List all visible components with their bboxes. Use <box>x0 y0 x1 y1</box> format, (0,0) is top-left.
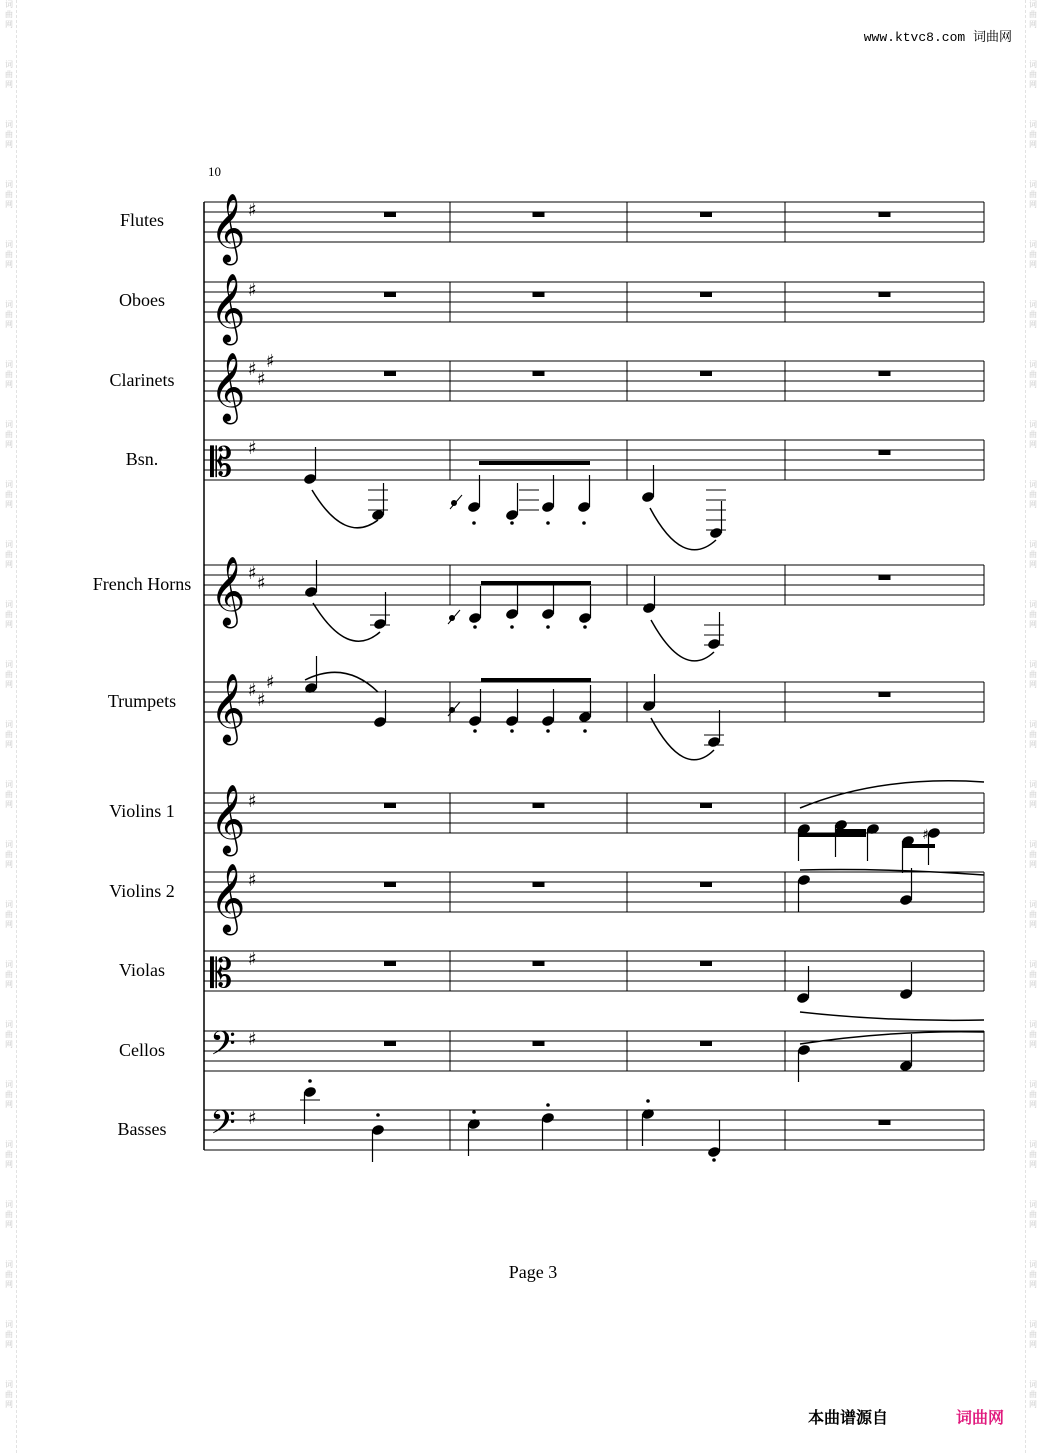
sharp-icon: ♯ <box>248 280 257 301</box>
sharp-icon: ♯ <box>257 690 266 711</box>
sharp-icon: ♯ <box>248 438 257 459</box>
whole-rest <box>700 1041 712 1046</box>
slur <box>800 781 984 808</box>
bass-clef-icon: 𝄢 <box>210 1104 236 1150</box>
measure-number: 10 <box>208 164 221 179</box>
instrument-label-french-horns: French Horns <box>92 574 192 594</box>
sharp-icon: ♯ <box>248 949 257 970</box>
grace-note-head <box>449 707 455 713</box>
instrument-label-basses: Basses <box>117 1119 167 1139</box>
grace-note-head <box>451 500 457 506</box>
right-watermark-strip: 词 曲 网 词 曲 网 词 曲 网 词 曲 网 词 曲 网 词 曲 网 词 曲 网 词 曲 网 词 曲 网 词 曲 网 词 曲 网 词 曲 网 词 曲 网 词 曲 网 词 曲 网 词 曲 网 词 曲 网 词 曲 网 词 曲 网 词 曲 网 词 曲 网 词 曲 网 词 曲 网 词 曲 网 <box>1025 0 1040 1453</box>
staccato-dot <box>546 521 550 525</box>
beam <box>902 844 935 848</box>
whole-rest <box>384 961 396 966</box>
slur <box>313 603 380 641</box>
slur <box>312 490 378 528</box>
sharp-icon: ♯ <box>248 1108 257 1129</box>
whole-rest <box>879 1120 891 1125</box>
staccato-dot <box>646 1099 650 1103</box>
staccato-dot <box>546 625 550 629</box>
whole-rest <box>700 882 712 887</box>
sharp-icon: ♯ <box>248 680 257 701</box>
footer-brand[interactable]: 词曲网 <box>956 1408 1005 1427</box>
sharp-icon: ♯ <box>266 351 275 372</box>
sharp-icon: ♯ <box>248 563 257 584</box>
whole-rest <box>700 212 712 217</box>
whole-rest <box>700 803 712 808</box>
slur <box>651 620 714 661</box>
whole-rest <box>700 371 712 376</box>
alto-clef-icon: 𝄡 <box>210 951 233 997</box>
beam <box>798 833 866 837</box>
staccato-dot <box>473 625 477 629</box>
whole-rest <box>533 803 545 808</box>
whole-rest <box>879 212 891 217</box>
instrument-label-oboes: Oboes <box>119 290 165 310</box>
instrument-label-bassoon: Bsn. <box>125 449 159 469</box>
whole-rest <box>533 882 545 887</box>
beam <box>836 829 866 833</box>
whole-rest <box>533 371 545 376</box>
sharp-icon: ♯ <box>266 672 275 693</box>
instrument-label-cellos: Cellos <box>118 1040 165 1060</box>
treble-clef-icon: 𝄞 <box>210 673 246 743</box>
sharp-icon: ♯ <box>257 369 266 390</box>
staccato-dot <box>472 1110 476 1114</box>
staccato-dot <box>546 729 550 733</box>
staccato-dot <box>510 521 514 525</box>
staccato-dot <box>472 521 476 525</box>
whole-rest <box>879 575 891 580</box>
sharp-icon: ♯ <box>248 200 257 221</box>
whole-rest <box>700 961 712 966</box>
beam <box>481 581 591 585</box>
whole-rest <box>533 1041 545 1046</box>
whole-rest <box>384 1041 396 1046</box>
whole-rest <box>384 371 396 376</box>
instrument-label-violins-1: Violins 1 <box>109 801 175 821</box>
whole-rest <box>533 961 545 966</box>
instrument-label-clarinets: Clarinets <box>109 370 175 390</box>
whole-rest <box>879 371 891 376</box>
slur <box>800 1012 984 1020</box>
sharp-icon: ♯ <box>248 870 257 891</box>
whole-rest <box>879 692 891 697</box>
whole-rest <box>533 292 545 297</box>
staccato-dot <box>582 521 586 525</box>
site-url[interactable]: www.ktvc8.com <box>863 30 966 45</box>
staves <box>204 202 984 1150</box>
staccato-dot <box>473 729 477 733</box>
staccato-dot <box>376 1113 380 1117</box>
whole-rest <box>384 803 396 808</box>
staccato-dot <box>510 729 514 733</box>
treble-clef-icon: 𝄞 <box>210 352 246 422</box>
staccato-dot <box>712 1158 716 1162</box>
sharp-icon: ♯ <box>248 359 257 380</box>
staccato-dot <box>546 1103 550 1107</box>
grace-note-head <box>449 615 455 621</box>
slur <box>651 718 714 760</box>
slur <box>650 508 716 550</box>
whole-rest <box>533 212 545 217</box>
instrument-label-trumpets: Trumpets <box>107 691 177 711</box>
alto-clef-icon: 𝄡 <box>210 440 233 486</box>
instrument-label-violas: Violas <box>119 960 165 980</box>
sharp-icon: ♯ <box>248 1029 257 1050</box>
site-name: 词曲网 <box>972 30 1012 45</box>
whole-rest <box>700 292 712 297</box>
page-number: Page 3 <box>508 1262 558 1282</box>
whole-rest <box>879 450 891 455</box>
beam <box>481 678 591 682</box>
slur <box>800 1032 984 1044</box>
instrument-label-flutes: Flutes <box>119 210 164 230</box>
treble-clef-icon: 𝄞 <box>210 193 246 263</box>
sharp-icon: ♯ <box>922 827 929 843</box>
left-watermark-strip: 词 曲 网 词 曲 网 词 曲 网 词 曲 网 词 曲 网 词 曲 网 词 曲 网 词 曲 网 词 曲 网 词 曲 网 词 曲 网 词 曲 网 词 曲 网 词 曲 网 词 曲 网 词 曲 网 词 曲 网 词 曲 网 词 曲 网 词 曲 网 词 曲 网 词 曲 网 词 曲 网 词 曲 网 <box>2 0 17 1453</box>
whole-rest <box>879 292 891 297</box>
beam <box>479 461 590 465</box>
instrument-label-violins-2: Violins 2 <box>109 881 175 901</box>
treble-clef-icon: 𝄞 <box>210 556 246 626</box>
whole-rest <box>384 212 396 217</box>
staccato-dot <box>510 625 514 629</box>
notes <box>210 193 984 1162</box>
sharp-icon: ♯ <box>257 573 266 594</box>
bass-clef-icon: 𝄢 <box>210 1025 236 1071</box>
whole-rest <box>384 882 396 887</box>
footer-source-label: 本曲谱源自 <box>808 1408 889 1427</box>
staccato-dot <box>583 625 587 629</box>
whole-rest <box>384 292 396 297</box>
staccato-dot <box>583 729 587 733</box>
staccato-dot <box>308 1079 312 1083</box>
treble-clef-icon: 𝄞 <box>210 784 246 854</box>
sharp-icon: ♯ <box>248 791 257 812</box>
treble-clef-icon: 𝄞 <box>210 273 246 343</box>
treble-clef-icon: 𝄞 <box>210 863 246 933</box>
